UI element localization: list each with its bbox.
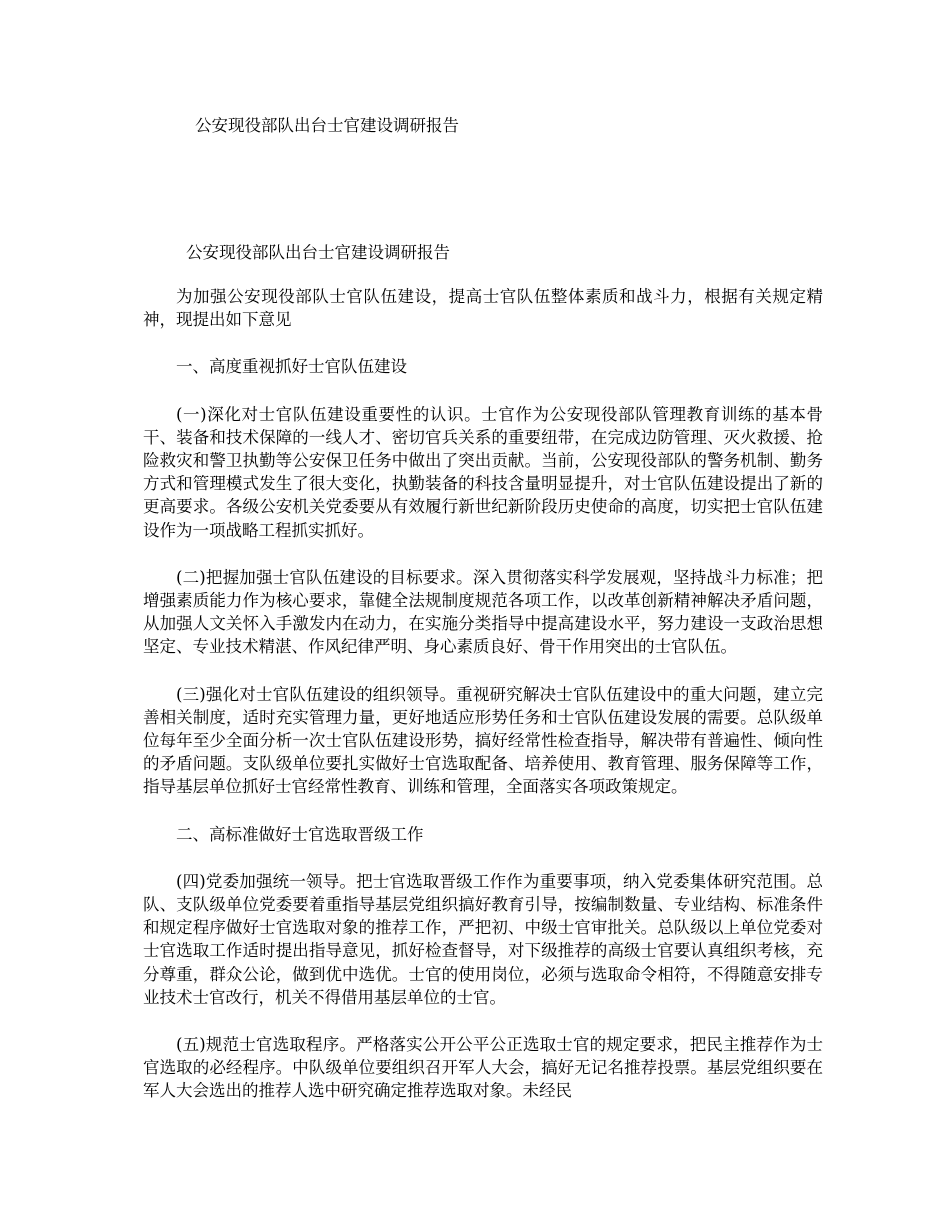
section-heading: 二、高标准做好士官选取晋级工作 [176, 824, 424, 844]
section-heading: 一、高度重视抓好士官队伍建设 [176, 357, 407, 377]
paragraph: (二)把握加强士官队伍建设的目标要求。深入贯彻落实科学发展观，坚持战斗力标准；把增强素质能力作为核心要求，靠健全法规制度规范各项工作，以改革创新精神解决矛盾问题，从加强人文关怀入手激发内在动力，在实施分类指导中提高建设水平，努力建设一支政治思想坚定、专业技术精湛、作风纪律严明、身心素质良好、骨干作用突出的士官队伍。 [143, 567, 823, 657]
page-title: 公安现役部队出台士官建设调研报告 [195, 116, 459, 135]
document-heading: 公安现役部队出台士官建设调研报告 [186, 243, 450, 262]
paragraph: (三)强化对士官队伍建设的组织领导。重视研究解决士官队伍建设中的重大问题，建立完善相关制度，适时充实管理力量，更好地适应形势任务和士官队伍建设发展的需要。总队级单位每年至少全面分析一次士官队伍建设形势，搞好经常性检查指导，解决带有普遍性、倾向性的矛盾问题。支队级单位要扎实做好士官选取配备、培养使用、教育管理、服务保障等工作，指导基层单位抓好士官经常性教育、训练和管理，全面落实各项政策规定。 [143, 684, 823, 797]
paragraph: (五)规范士官选取程序。严格落实公开公平公正选取士官的规定要求，把民主推荐作为士官选取的必经程序。中队级单位要组织召开军人大会，搞好无记名推荐投票。基层党组织要在军人大会选出的推荐人选中研究确定推荐选取对象。未经民 [143, 1035, 823, 1101]
document-body [143, 285, 823, 1127]
paragraph: (四)党委加强统一领导。把士官选取晋级工作作为重要事项，纳入党委集体研究范围。总队、支队级单位党委要着重指导基层党组织搞好教育引导，按编制数量、专业结构、标准条件和规定程序做好士官选取对象的推荐工作，严把初、中级士官审批关。总队级以上单位党委对士官选取工作适时提出指导意见，抓好检查督导，对下级推荐的高级士官要认真组织考核，充分尊重，群众公论，做到优中选优。士官的使用岗位，必须与选取命令相符，不得随意安排专业技术士官改行，机关不得借用基层单位的士官。 [143, 871, 823, 1007]
paragraph: (一)深化对士官队伍建设重要性的认识。士官作为公安现役部队管理教育训练的基本骨干、装备和技术保障的一线人才、密切官兵关系的重要纽带，在完成边防管理、灭火救援、抢险救灾和警卫执勤等公安保卫任务中做出了突出贡献。当前，公安现役部队的警务机制、勤务方式和管理模式发生了很大变化，执勤装备的科技含量明显提升，对士官队伍建设提出了新的更高要求。各级公安机关党委要从有效履行新世纪新阶段历史使命的高度，切实把士官队伍建设作为一项战略工程抓实抓好。 [143, 404, 823, 540]
intro-paragraph: 为加强公安现役部队士官队伍建设，提高士官队伍整体素质和战斗力，根据有关规定精神，现提出如下意见 [143, 287, 823, 330]
